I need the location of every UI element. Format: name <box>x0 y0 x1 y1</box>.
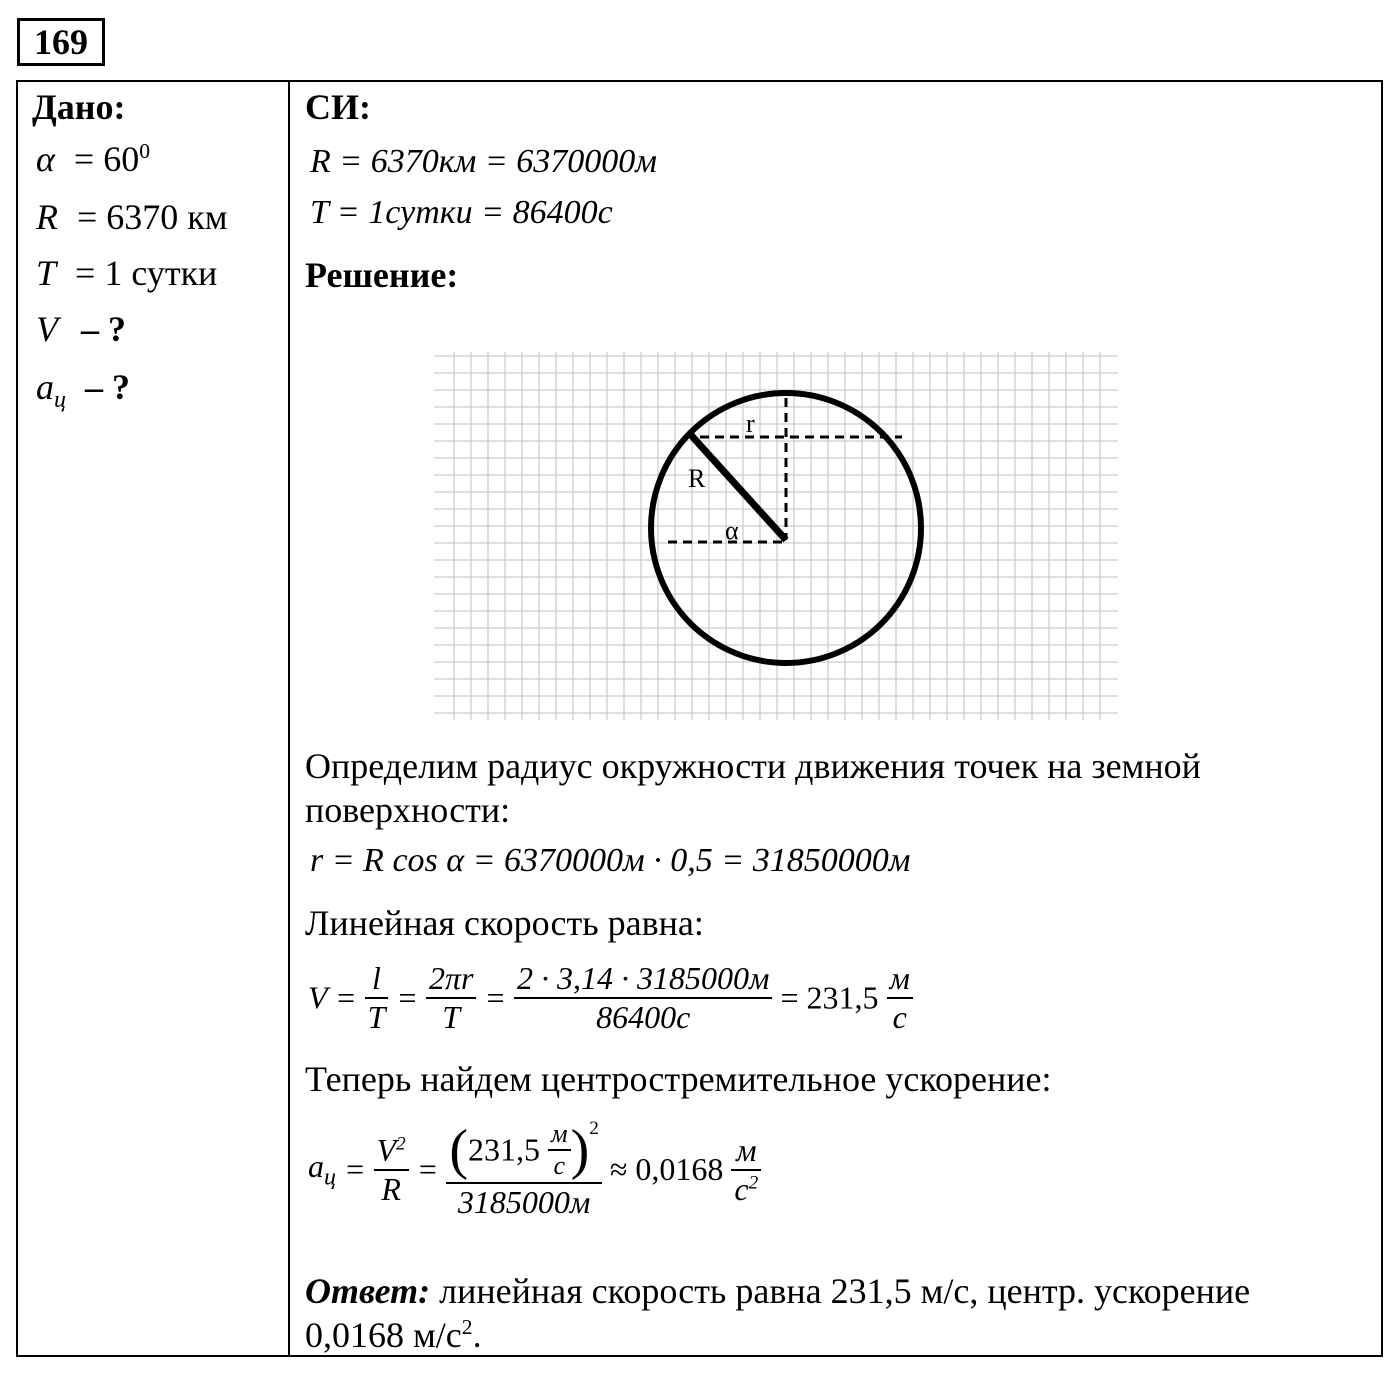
given-period: T = 1 сутки <box>36 253 218 293</box>
given-radius: R = 6370 км <box>36 197 228 237</box>
answer-line-1: Ответ: линейная скорость равна 231,5 м/с, центр. ускорение <box>305 1271 1251 1311</box>
given-heading: Дано: <box>32 87 126 127</box>
label-alpha: α <box>725 516 739 545</box>
label-R: R <box>688 464 706 493</box>
formula-acceleration: $a_ц$ = $\frac{V^2}{R}$ = (231,5 $\frac{м}{с}$ )$^2$ 3185000м ≈ 0,0168 $\frac{м}{с^2}$ <box>308 1118 761 1221</box>
text-linear-speed: Линейная скорость равна: <box>305 903 704 943</box>
given-alpha: $\alpha = 60^0$ <box>36 139 151 179</box>
answer-line-2: 0,0168 $м/с^2$. <box>305 1315 482 1355</box>
si-heading: СИ: <box>305 87 371 127</box>
problem-number: 169 <box>17 18 105 66</box>
given-find-acceleration: $a_ц$ – ? <box>36 367 130 414</box>
formula-velocity: V = $\frac{l}{T}$ = $\frac{2\pi r}{T}$ = $\frac{2 \cdot 3,14 \cdot 3185000м}{86400с}$ = 231,5 $\frac{м}{с}$ <box>308 960 913 1036</box>
si-radius: R = 6370км = 6370000м <box>310 143 657 180</box>
text-centripetal: Теперь найдем центростремительное ускорение: <box>305 1059 1052 1099</box>
si-period: T = 1сутки = 86400с <box>310 194 613 231</box>
formula-small-radius: r = R cos α = 6370000м · 0,5 = 31850000м <box>310 842 911 879</box>
circle-diagram <box>432 350 1122 725</box>
label-r: r <box>746 409 755 438</box>
given-find-velocity: V – ? <box>36 309 126 349</box>
solution-heading: Решение: <box>305 255 459 295</box>
column-divider <box>288 80 290 1357</box>
text-radius-intro: Определим радиус окружности движения точек на земной поверхности: <box>305 746 1201 830</box>
